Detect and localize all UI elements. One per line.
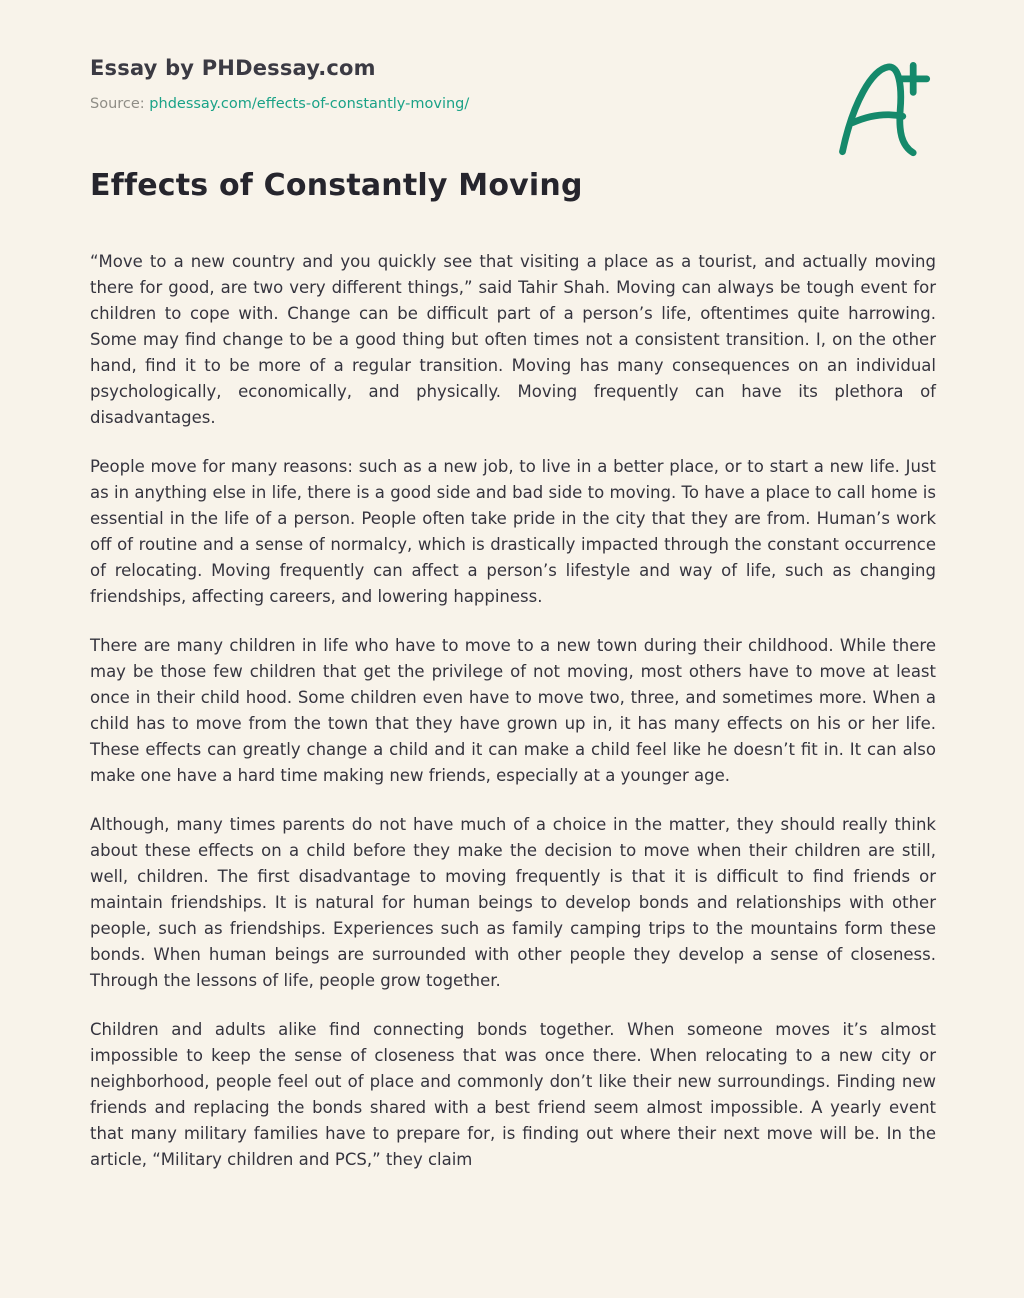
page-title: Effects of Constantly Moving <box>90 168 583 203</box>
source-label: Source: <box>90 96 145 112</box>
essay-paragraph: Children and adults alike find connecting bonds together. When someone moves it’s almost impossible to keep the sense of closeness that was once there. When relocating to a new city or neighborhood, people feel out of place and commonly don’t like their new surroundings. Finding new friends and replacing the bonds shared with a best friend seem almost impossible. A yearly event that many military families have to prepare for, is finding out where their next move will be. In the article, “Military children and PCS,” they claim <box>90 1020 936 1169</box>
essay-body <box>90 249 936 1173</box>
source-line <box>90 96 936 112</box>
essay-paragraph: People move for many reasons: such as a new job, to live in a better place, or to start a new life. Just as in anything else in life, there is a good side and bad side to moving. To have a place to call home is essential in the life of a person. People often take pride in the city that they are from. Human’s work off of routine and a sense of normalcy, which is drastically impacted through the constant occurrence of relocating. Moving frequently can affect a person’s lifestyle and way of life, such as changing friendships, affecting careers, and lowering happiness. <box>90 457 936 606</box>
essay-paragraph: There are many children in life who have to move to a new town during their childhood. While there may be those few children that get the privilege of not moving, most others have to move at least once in their child hood. Some children even have to move two, three, and sometimes more. When a child has to move from the town that they have grown up in, it has many effects on his or her life. These effects can greatly change a child and it can make a child feel like he doesn’t fit in. It can also make one have a hard time making new friends, especially at a younger age. <box>90 636 936 785</box>
essay-paragraph: Although, many times parents do not have much of a choice in the matter, they should really think about these effects on a child before they make the decision to move when their children are still, well, children. The first disadvantage to moving frequently is that it is difficult to find friends or maintain friendships. It is natural for human beings to develop bonds and relationships with other people, such as friendships. Experiences such as family camping trips to the mountains form these bonds. When human beings are surrounded with other people they develop a sense of closeness. Through the lessons of life, people grow together. <box>90 815 936 990</box>
source-link[interactable]: phdessay.com/effects-of-constantly-moving/ <box>149 96 470 112</box>
a-plus-logo-icon <box>830 56 934 160</box>
essay-byline: Essay by PHDessay.com <box>90 56 376 80</box>
essay-paragraph: “Move to a new country and you quickly see that visiting a place as a tourist, and actually moving there for good, are two very different things,” said Tahir Shah. Moving can always be tough event for children to cope with. Change can be difficult part of a person’s life, oftentimes quite harrowing. Some may find change to be a good thing but often times not a consistent transition. I, on the other hand, find it to be more of a regular transition. Moving has many consequences on an individual psychologically, economically, and physically. Moving frequently can have its plethora of disadvantages. <box>90 252 936 427</box>
